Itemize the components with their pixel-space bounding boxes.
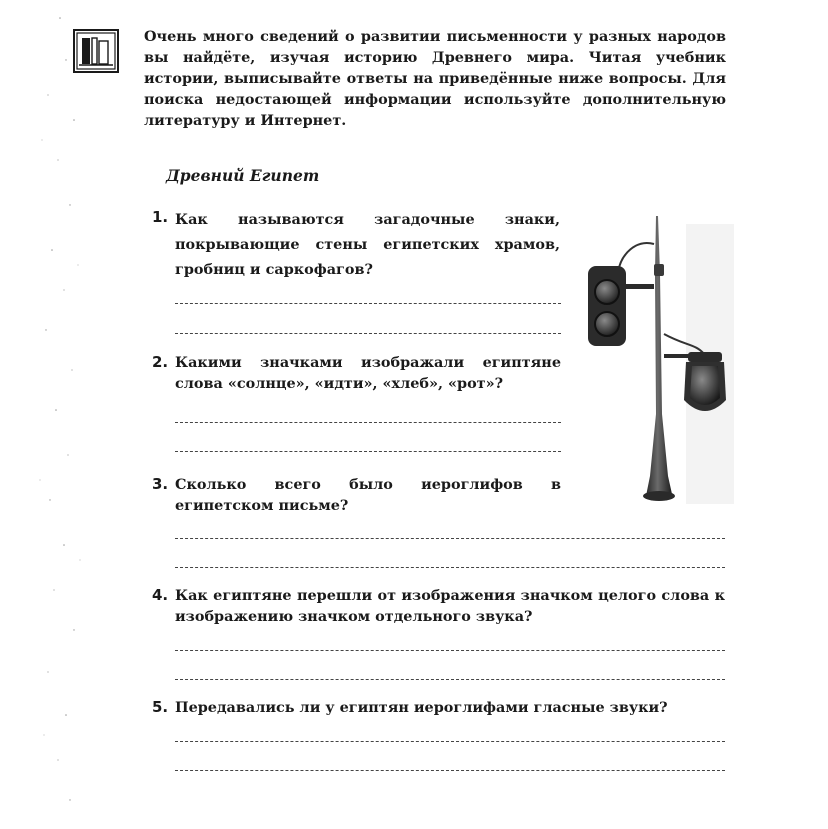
answer-line-4a[interactable]: [175, 650, 725, 651]
book-icon: [73, 29, 119, 73]
answer-line-3a[interactable]: [175, 538, 725, 539]
question-5: [152, 697, 725, 718]
answer-line-4b[interactable]: [175, 679, 725, 680]
intro-paragraph: [144, 26, 726, 131]
question-text: Как египтяне перешли от изображения значком целого слова к изображению значком отдельного звука?: [175, 587, 725, 625]
question-number: 3.: [152, 475, 169, 493]
question-text: Как называются загадочные знаки, покрывающие стены египетских храмов, гробниц и саркофагов?: [175, 211, 560, 278]
intro-text: Очень много сведений о развитии письменности у разных народов вы найдёте, изучая историю Древнего мира. Читая учебник истории, выписывайте ответы на приведённые ниже вопросы. Для поиска недостающей информации используйте дополнительную литературу и Интернет.: [144, 28, 726, 129]
question-number: 1.: [152, 208, 169, 226]
answer-line-5a[interactable]: [175, 741, 725, 742]
question-2: [152, 352, 561, 394]
question-number: 2.: [152, 353, 169, 371]
answer-line-1a[interactable]: [175, 303, 561, 304]
question-1: [152, 207, 560, 282]
answer-line-1b[interactable]: [175, 333, 561, 334]
street-lamp-illustration: [576, 214, 736, 514]
question-3: [152, 474, 561, 516]
scan-margin-noise: [30, 0, 100, 829]
answer-line-5b[interactable]: [175, 770, 725, 771]
question-4: [152, 585, 725, 627]
answer-line-3b[interactable]: [175, 567, 725, 568]
question-text: Сколько всего было иероглифов в египетском письме?: [175, 476, 561, 514]
question-number: 4.: [152, 586, 169, 604]
answer-line-2b[interactable]: [175, 451, 561, 452]
question-text: Передавались ли у египтян иероглифами гласные звуки?: [175, 699, 668, 716]
answer-line-2a[interactable]: [175, 422, 561, 423]
question-number: 5.: [152, 698, 169, 716]
section-title: Древний Египет: [166, 166, 320, 185]
question-text: Какими значками изображали египтяне слова «солнце», «идти», «хлеб», «рот»?: [175, 354, 561, 392]
